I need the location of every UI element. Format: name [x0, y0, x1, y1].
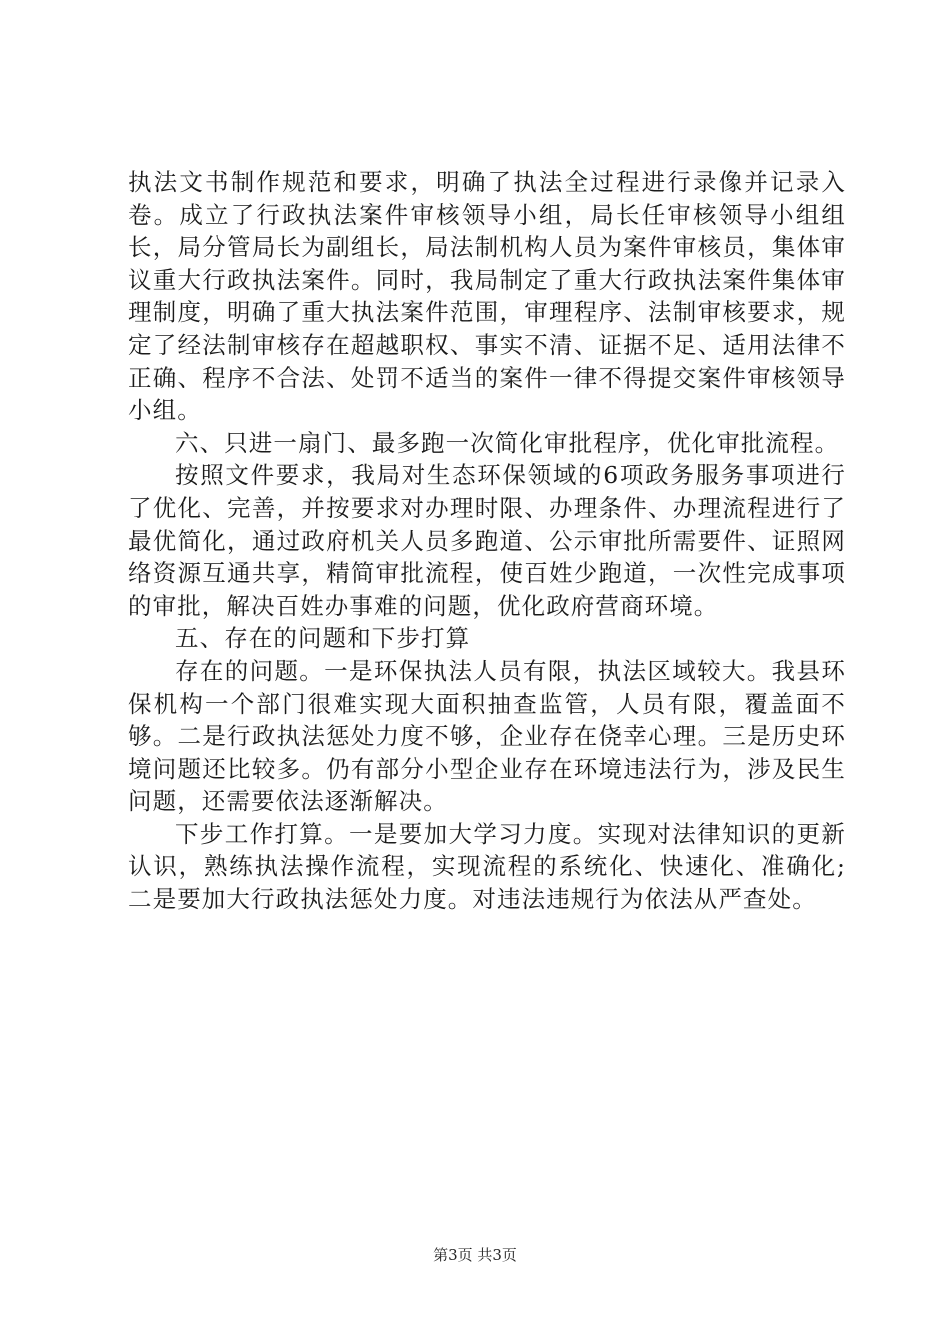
- heading-section-six: 六、只进一扇门、最多跑一次简化审批程序，优化审批流程。: [175, 428, 840, 457]
- paragraph-next-steps: 下步工作打算。一是要加大学习力度。实现对法律知识的更新认识，熟练执法操作流程，实现流程的系统化、快速化、准确化;二是要加大行政执法惩处力度。对违法违规行为依法从严查处。: [128, 819, 846, 914]
- heading-section-five: 五、存在的问题和下步打算: [175, 624, 471, 653]
- paragraph-existing-problems: 存在的问题。一是环保执法人员有限，执法区域较大。我县环保机构一个部门很难实现大面积抽查监管，人员有限，覆盖面不够。二是行政执法惩处力度不够，企业存在侥幸心理。三是历史环境问题还比较多。仍有部分小型企业存在环境违法行为，涉及民生问题，还需要依法逐渐解决。: [128, 656, 846, 816]
- document-body: [128, 166, 846, 916]
- page-number-footer: 第3页 共3页: [433, 1246, 517, 1264]
- paragraph-enforcement-documents: 执法文书制作规范和要求，明确了执法全过程进行录像并记录入卷。成立了行政执法案件审核领导小组，局长任审核领导小组组长，局分管局长为副组长，局法制机构人员为案件审核员，集体审议重大行政执法案件。同时，我局制定了重大行政执法案件集体审理制度，明确了重大执法案件范围，审理程序、法制审核要求，规定了经法制审核存在超越职权、事实不清、证据不足、适用法律不正确、程序不合法、处罚不适当的案件一律不得提交案件审核领导小组。: [128, 168, 846, 425]
- paragraph-approval-optimization: 按照文件要求，我局对生态环保领域的6项政务服务事项进行了优化、完善，并按要求对办理时限、办理条件、办理流程进行了最优简化，通过政府机关人员多跑道、公示审批所需要件、证照网络资源互通共享，精简审批流程，使百姓少跑道，一次性完成事项的审批，解决百姓办事难的问题，优化政府营商环境。: [128, 461, 846, 620]
